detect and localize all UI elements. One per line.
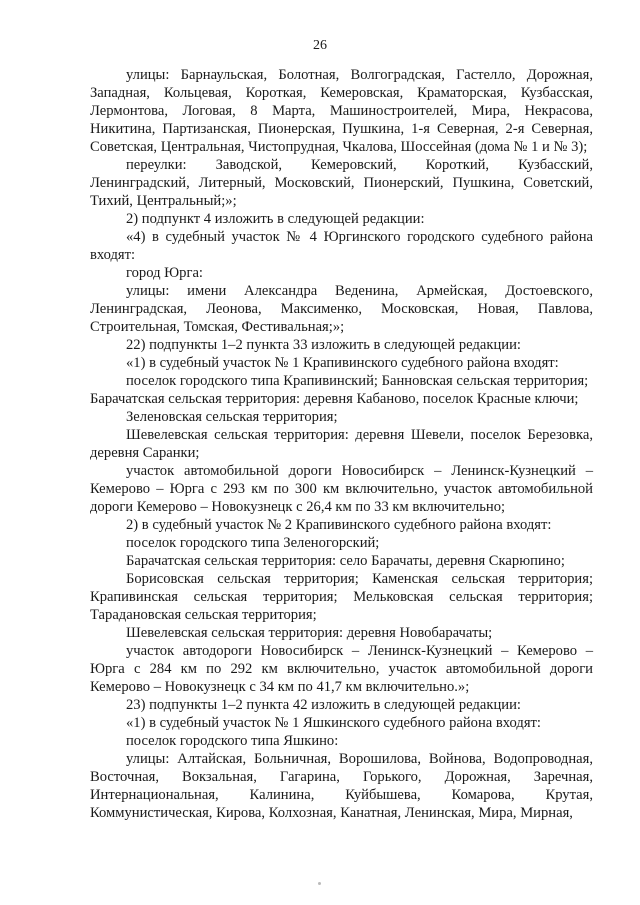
document-body	[90, 66, 593, 822]
paragraph-city-yurga: город Юрга:	[126, 265, 203, 281]
paragraph-yashkino-settlement: поселок городского типа Яшкино:	[126, 733, 339, 749]
paragraph-krapivinsky-settlement: поселок городского типа Крапивинский; Банновская сельская территория;	[126, 373, 589, 389]
paragraph-zelenogorsky: поселок городского типа Зеленогорский;	[126, 535, 380, 551]
paragraph-shevelevskaya-1: Шевелевская сельская территория: деревня Шевели, поселок Березовка, деревня Саранки;	[90, 427, 593, 461]
paragraph-item-22-heading: 22) подпункты 1–2 пункта 33 изложить в следующей редакции:	[126, 337, 521, 353]
paragraph-yashkinsky-1: «1) в судебный участок № 1 Яшкинского судебного района входят:	[126, 715, 541, 731]
paragraph-road-segment-1: участок автомобильной дороги Новосибирск – Ленинск-Кузнецкий – Кемерово – Юрга с 293 км по 300 км включительно, участок автомобильной дороги Кемерово – Новокузнецк с 26,4 км по 33 км включительно;	[90, 463, 593, 515]
paragraph-zelenovskaya: Зеленовская сельская территория;	[126, 409, 338, 425]
paragraph-lanes: переулки: Заводской, Кемеровский, Короткий, Кузбасский, Ленинградский, Литерный, Московский, Пионерский, Пушкина, Советский, Тихий, Центральный;»;	[90, 157, 593, 209]
paragraph-krapivinsky-2: 2) в судебный участок № 2 Крапивинского судебного района входят:	[126, 517, 552, 533]
paragraph-subitem-4-heading: 2) подпункт 4 изложить в следующей редакции:	[126, 211, 425, 227]
paragraph-road-segment-2: участок автодороги Новосибирск – Ленинск-Кузнецкий – Кемерово – Юрга с 284 км по 292 км включительно, участок автомобильной дороги Кемерово – Новокузнецк с 34 км по 41,7 км включительно.»;	[90, 643, 593, 695]
paragraph-subitem-4: «4) в судебный участок № 4 Юргинского городского судебного района входят:	[90, 229, 593, 263]
page-number: 26	[313, 38, 327, 53]
paragraph-barachatskaya-1: Барачатская сельская территория: деревня Кабаново, поселок Красные ключи;	[90, 391, 579, 407]
paragraph-yurga-streets: улицы: имени Александра Веденина, Армейская, Достоевского, Ленинградская, Леонова, Максименко, Московская, Новая, Павлова, Строительная, Томская, Фестивальная;»;	[90, 283, 593, 335]
paragraph-yashkino-streets: улицы: Алтайская, Больничная, Ворошилова, Войнова, Водопроводная, Восточная, Вокзальная, Гагарина, Горького, Дорожная, Заречная, Интернациональная, Калинина, Куйбышева, Комарова, Крутая, Коммунистическая, Кирова, Колхозная, Канатная, Ленинская, Мира, Мирная,	[90, 751, 593, 821]
paragraph-territories: Борисовская сельская территория; Каменская сельская территория; Крапивинская сельская территория; Мельковская сельская территория; Тарадановская сельская территория;	[90, 571, 593, 623]
paragraph-item-23-heading: 23) подпункты 1–2 пункта 42 изложить в следующей редакции:	[126, 697, 521, 713]
paragraph-streets: улицы: Барнаульская, Болотная, Волгоградская, Гастелло, Дорожная, Западная, Кольцевая, Короткая, Кемеровская, Краматорская, Кузбасская, Лермонтова, Логовая, 8 Марта, Машиностроителей, Мира, Некрасова, Никитина, Партизанская, Пионерская, Пушкина, 1-я Северная, 2-я Северная, Советская, Центральная, Чистопрудная, Чкалова, Шоссейная (дома № 1 и № 3);	[90, 67, 593, 155]
paragraph-krapivinsky-1: «1) в судебный участок № 1 Крапивинского судебного района входят:	[126, 355, 559, 371]
paragraph-barachatskaya-2: Барачатская сельская территория: село Барачаты, деревня Скарюпино;	[126, 553, 565, 569]
scan-dot	[318, 882, 321, 885]
paragraph-shevelevskaya-2: Шевелевская сельская территория: деревня Новобарачаты;	[126, 625, 493, 641]
